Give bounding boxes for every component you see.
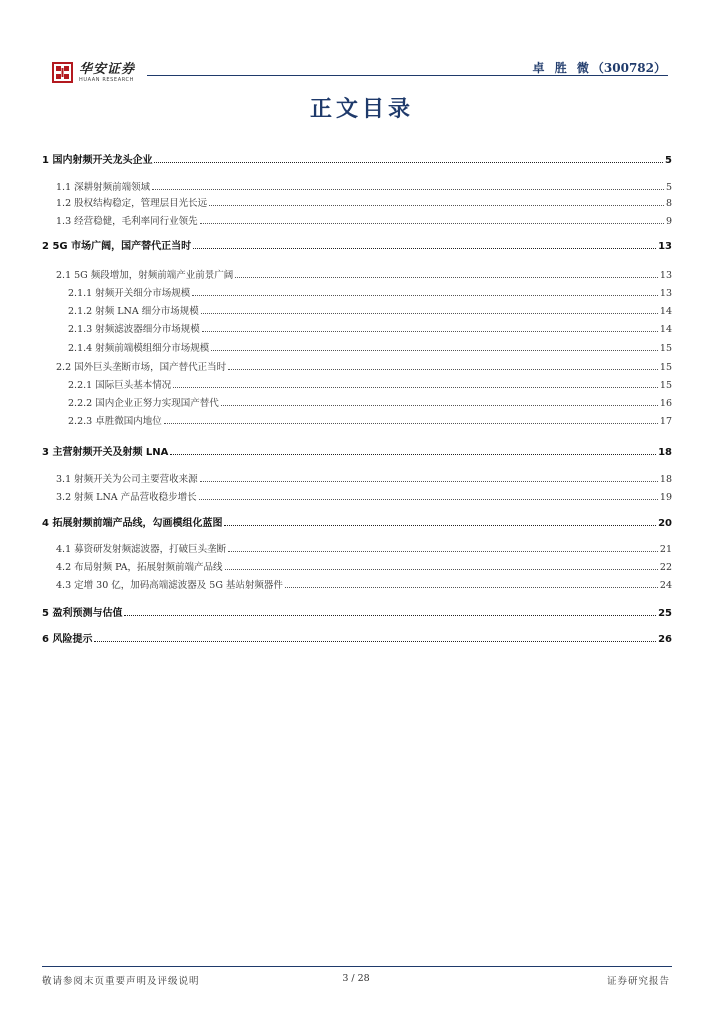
toc-entry[interactable] xyxy=(42,603,672,619)
toc-entry-title: 1 国内射频开关龙头企业 xyxy=(42,155,153,166)
toc-entry-title: 4.1 募资研发射频滤波器，打破巨头垄断 xyxy=(56,544,227,555)
toc-entry-page: 15 xyxy=(659,343,672,354)
footer-page-number: 3 / 28 xyxy=(342,973,370,984)
toc-entry-title: 4.2 布局射频 PA，拓展射频前端产品线 xyxy=(56,562,223,573)
toc-entry-title: 2.1.4 射频前端模组细分市场规模 xyxy=(68,343,210,354)
toc-entry-page: 20 xyxy=(658,518,672,529)
toc-dot-leader xyxy=(201,313,658,314)
toc-entry-page: 25 xyxy=(658,608,672,619)
toc-entry-page: 21 xyxy=(659,544,672,555)
toc-entry[interactable] xyxy=(42,442,672,458)
toc-entry-page: 14 xyxy=(659,324,672,335)
toc-entry-page: 5 xyxy=(665,182,672,193)
toc-dot-leader xyxy=(170,454,656,455)
huaan-seal-icon xyxy=(52,62,73,83)
toc-entry-page: 19 xyxy=(659,492,672,503)
toc-entry-page: 16 xyxy=(659,398,672,409)
toc-entry-title: 2.1 5G 频段增加，射频前端产业前景广阔 xyxy=(56,270,234,281)
toc-entry[interactable] xyxy=(42,193,672,209)
toc-dot-leader xyxy=(199,499,658,500)
toc-entry-page: 13 xyxy=(659,270,672,281)
toc-entry-title: 4 拓展射频前端产品线，勾画模组化蓝图 xyxy=(42,518,223,529)
toc-entry-title: 1.3 经营稳健，毛利率同行业领先 xyxy=(56,216,198,227)
toc-dot-leader xyxy=(200,223,664,224)
header-rule xyxy=(147,75,668,76)
toc-dot-leader xyxy=(228,369,658,370)
toc-entry-title: 3.2 射频 LNA 产品营收稳步增长 xyxy=(56,492,197,503)
toc-entry-page: 5 xyxy=(665,155,672,166)
toc-entry-title: 2.1.3 射频滤波器细分市场规模 xyxy=(68,324,200,335)
logo-english-name: HUAAN RESEARCH xyxy=(79,76,134,83)
toc-entry-title: 2.2.2 国内企业正努力实现国产替代 xyxy=(68,398,219,409)
toc-entry-title: 2.2 国外巨头垄断市场，国产替代正当时 xyxy=(56,362,227,373)
toc-entry-title: 3 主营射频开关及射频 LNA xyxy=(42,447,169,458)
toc-entry[interactable] xyxy=(42,393,672,409)
toc-dot-leader xyxy=(124,615,656,616)
toc-entry-page: 22 xyxy=(659,562,672,573)
toc-entry[interactable] xyxy=(42,629,672,645)
toc-entry[interactable] xyxy=(42,487,672,503)
toc-dot-leader xyxy=(94,641,656,642)
toc-entry-title: 6 风险提示 xyxy=(42,634,93,645)
toc-entry-page: 15 xyxy=(659,362,672,373)
toc-dot-leader xyxy=(200,481,658,482)
company-name-text: 卓 胜 微 xyxy=(532,61,592,75)
toc-entry-page: 18 xyxy=(659,474,672,485)
toc-entry[interactable] xyxy=(42,357,672,373)
toc-entry[interactable] xyxy=(42,411,672,427)
company-name xyxy=(533,59,666,76)
toc-entry-page: 24 xyxy=(659,580,672,591)
toc-dot-leader xyxy=(209,205,664,206)
toc-entry-page: 8 xyxy=(665,198,672,209)
toc-entry[interactable] xyxy=(42,150,672,166)
toc-entry-title: 3.1 射频开关为公司主要营收来源 xyxy=(56,474,198,485)
toc-entry[interactable] xyxy=(42,301,672,317)
toc-entry-page: 13 xyxy=(659,288,672,299)
toc-entry[interactable] xyxy=(42,575,672,591)
toc-entry-title: 2.1.2 射频 LNA 细分市场规模 xyxy=(68,306,199,317)
toc-entry-title: 2 5G 市场广阔，国产替代正当时 xyxy=(42,241,192,252)
toc-entry-page: 14 xyxy=(659,306,672,317)
toc-entry-page: 18 xyxy=(658,447,672,458)
toc-entry[interactable] xyxy=(42,338,672,354)
toc-dot-leader xyxy=(225,569,658,570)
toc-entry[interactable] xyxy=(42,469,672,485)
footer-disclaimer: 敬请参阅末页重要声明及评级说明 xyxy=(42,976,200,987)
page-title: 正文目录 xyxy=(309,96,414,122)
toc-entry-title: 2.1.1 射频开关细分市场规模 xyxy=(68,288,191,299)
toc-entry-title: 4.3 定增 30 亿，加码高端滤波器及 5G 基站射频器件 xyxy=(56,580,283,591)
toc-entry-title: 2.2.3 卓胜微国内地位 xyxy=(68,416,162,427)
page-header xyxy=(0,0,724,100)
toc-entry-title: 1.1 深耕射频前端领域 xyxy=(56,182,151,193)
toc-dot-leader xyxy=(152,189,664,190)
logo-chinese-name: 华安证券 xyxy=(79,61,136,77)
toc-dot-leader xyxy=(164,423,658,424)
toc-dot-leader xyxy=(202,331,658,332)
toc-dot-leader xyxy=(193,248,656,249)
toc-entry[interactable] xyxy=(42,177,672,193)
toc-entry-page: 17 xyxy=(659,416,672,427)
toc-dot-leader xyxy=(192,295,658,296)
toc-entry-page: 13 xyxy=(658,241,672,252)
toc-dot-leader xyxy=(228,551,658,552)
huaan-logo xyxy=(52,62,135,83)
toc-entry-title: 2.2.1 国际巨头基本情况 xyxy=(68,380,172,391)
toc-entry[interactable] xyxy=(42,513,672,529)
toc-dot-leader xyxy=(211,350,658,351)
toc-entry[interactable] xyxy=(42,557,672,573)
toc-entry[interactable] xyxy=(42,236,672,252)
toc-dot-leader xyxy=(224,525,656,526)
toc-dot-leader xyxy=(235,277,658,278)
toc-entry[interactable] xyxy=(42,211,672,227)
toc-entry[interactable] xyxy=(42,265,672,281)
toc-entry[interactable] xyxy=(42,539,672,555)
company-code: （300782） xyxy=(591,61,666,75)
footer-rule xyxy=(42,966,672,967)
toc-entry-title: 5 盈利预测与估值 xyxy=(42,608,123,619)
toc-dot-leader xyxy=(173,387,658,388)
toc-entry[interactable] xyxy=(42,319,672,335)
toc-dot-leader xyxy=(154,162,663,163)
toc-dot-leader xyxy=(221,405,658,406)
toc-entry-title: 1.2 股权结构稳定，管理层目光长远 xyxy=(56,198,208,209)
toc-entry-page: 9 xyxy=(665,216,672,227)
footer-report-type: 证券研究报告 xyxy=(606,976,670,987)
toc-dot-leader xyxy=(285,587,658,588)
toc-entry[interactable] xyxy=(42,283,672,299)
toc-entry-page: 26 xyxy=(658,634,672,645)
toc-entry[interactable] xyxy=(42,375,672,391)
toc-entry-page: 15 xyxy=(659,380,672,391)
